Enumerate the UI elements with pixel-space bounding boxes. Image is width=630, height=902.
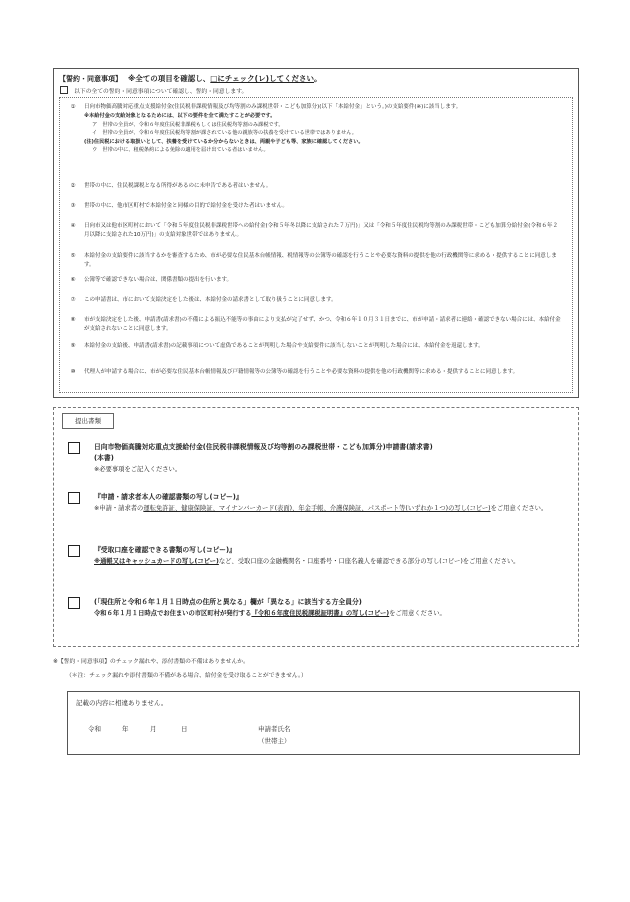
- document-note: ※必要事項をご記入ください。: [94, 466, 182, 473]
- requirement-note: (注)住民税における取扱いとして、扶養を受けているか分からないときは、両親や子ども等、家族に確認してください。: [84, 138, 364, 145]
- pledge-item: [68, 368, 563, 377]
- document-title: (「現住所と令和６年１月１日時点の住所と異なる」欄が「異なる」に該当する方全員分): [94, 598, 362, 606]
- pledge-item-text: 市が支給決定をした後、申請書(請求書)の不備による振込不能等の事由により支払が完了せず、かつ、令和６年１０月３１日までに、市が申請・請求者に連絡・確認できない場合には、本給付金が支給されないことに同意します。: [84, 317, 561, 332]
- pledge-heading: [59, 73, 322, 84]
- pledge-item-text: 公簿等で確認できない場合は、関係書類の提出を行います。: [84, 277, 233, 283]
- pledge-instruction-pre: ※全ての項目を確認し、: [128, 74, 211, 83]
- pledge-item-text: 本給付金の支給要件に該当するかを審査するため、市が必要な住民基本台帳情報、税情報等の公簿等の確認を行うことや必要な資料の提供を他の行政機関等に求める・提供することに同意します。: [84, 253, 557, 268]
- pledge-checkbox[interactable]: [60, 86, 68, 94]
- document-note-underlined: 運転免許証、健康保険証、マイナンバーカード(表面)、年金手帳、介護保険証、パスポート等(いずれか１つ)の写し(コピー): [143, 505, 491, 512]
- pledge-heading-label: 【誓約・同意事項】: [59, 75, 122, 83]
- document-item: [68, 545, 564, 567]
- pledge-item-text: 本給付金の支給後、申請書(請求書)の記載事項について虚偽であることが判明した場合や支給要件に該当しないことが判明した場合には、本給付金を返還します。: [84, 343, 484, 349]
- pledge-item-number: ①: [70, 104, 76, 110]
- document-title: 『受取口座を確認できる書類の写し(コピー)』: [94, 546, 236, 554]
- pledge-confirm-text: 以下の全ての誓約・同意事項について確認し、誓約・同意します。: [74, 89, 248, 95]
- document-item: [68, 442, 564, 475]
- date-month-label: 月: [150, 725, 157, 733]
- agreement-statement: 記載の内容に相違ありません。: [76, 699, 168, 707]
- document-note: [94, 556, 564, 567]
- pledge-instruction-post: 。: [314, 74, 322, 83]
- pledge-item-number: ③: [70, 203, 76, 209]
- document-checkbox[interactable]: [68, 597, 80, 609]
- document-note-post: をご用意ください。: [490, 505, 548, 512]
- document-checkbox[interactable]: [68, 492, 80, 504]
- document-note: [94, 503, 564, 514]
- pledge-item: [68, 202, 563, 211]
- pledge-item: [68, 296, 563, 305]
- pledge-item-number: ⑦: [70, 297, 76, 303]
- document-title-sub: (本書): [94, 454, 114, 462]
- requirement-i: イ 世帯の全員が、令和６年度住民税均等割が課されている他の親族等の扶養を受けている世帯ではありません。: [92, 130, 357, 136]
- pledge-item-text: この申請書は、市において支給決定をした後は、本給付金の請求書として取り扱うことに同意します。: [84, 297, 337, 303]
- document-body: [94, 545, 564, 567]
- document-item: [68, 492, 564, 514]
- footnote-line-2: （＊注：チェック漏れや添付書類の不備がある場合、給付金を受け取ることができません。）: [66, 673, 307, 679]
- pledge-item-text: 日向市又は他市区町村において「令和５年度住民税非課税世帯への給付金(令和５年冬以降に支給された７万円)」又は「令和５年度住民税均等割のみ課税世帯・こども加算分給付金(令和６年２月以降に支給された10万円)」の支給対象世帯ではありません。: [84, 223, 558, 238]
- document-note-underlined: ※通帳又はキャッシュカードの写し(コピー): [94, 558, 219, 565]
- pledge-item: [68, 252, 563, 270]
- signature-section: [67, 691, 580, 755]
- documents-heading: 提出書類: [62, 413, 114, 429]
- pledge-item-number: ⑩: [70, 369, 76, 375]
- document-note-underlined: 『令和６年度住民税課税証明書』の写し(コピー): [251, 610, 390, 617]
- document-note-post: をご用意ください。: [389, 610, 446, 617]
- date-year-label: 年: [122, 725, 129, 733]
- document-title: 『申請・請求者本人の確認書類の写し(コピー)』: [94, 493, 243, 501]
- footnote-line-1: ※【誓約・同意事項】のチェック漏れや、添付書類の不備はありませんか。: [53, 659, 249, 665]
- pledge-item-text: 日向市物価高騰対応重点支援給付金(住民税非課税情報及び均等割のみ課税世帯・こども加算分)(以下「本給付金」という。)の支給要件(※)に該当します。: [84, 104, 462, 110]
- pledge-item: [68, 276, 563, 285]
- pledge-item: [68, 222, 563, 240]
- pledge-item-number: ②: [70, 183, 76, 189]
- pledge-item-number: ⑥: [70, 277, 76, 283]
- document-checkbox[interactable]: [68, 545, 80, 557]
- pledge-item-number: ⑧: [70, 317, 76, 323]
- pledge-item-text: 世帯の中に、他市区町村で本給付金と同様の目的で給付金を受けた者はいません。: [84, 203, 288, 209]
- pledge-section: [53, 68, 579, 398]
- document-checkbox[interactable]: [68, 442, 80, 454]
- pledge-item-text: 代理人が申請する場合に、市が必要な住民基本台帳情報及び戸籍情報等の公簿等の確認を行うことや必要な資料の提供を他の行政機関等に求める・提供することに同意します。: [84, 369, 519, 375]
- pledge-instruction: [128, 74, 322, 83]
- document-note-post: など、受取口座の金融機関名・口座番号・口座名義人を確認できる部分の写し(コピー)をご用意ください。: [218, 558, 520, 565]
- pledge-item-number: ⑨: [70, 343, 76, 349]
- date-era: 令和: [88, 725, 101, 733]
- applicant-name-label: 申請者氏名: [258, 725, 291, 733]
- document-body: [94, 597, 564, 619]
- date-day-label: 日: [181, 725, 188, 733]
- pledge-item: [68, 182, 563, 191]
- document-body: [94, 442, 564, 475]
- pledge-instruction-underlined: □にチェック(レ)してください: [210, 74, 315, 83]
- documents-section: [53, 407, 579, 647]
- requirement-u: ウ 世帯の中に、租税条約による免除の適用を届け出ている者はいません。: [92, 147, 269, 153]
- requirement-heading: ※本給付金の支給対象となるためには、以下の要件を全て満たすことが必要です。: [84, 113, 276, 119]
- document-note-pre: ※申請・請求者の: [94, 505, 144, 512]
- pledge-item: [68, 103, 563, 155]
- document-note-pre: 令和６年１月１日時点でお住まいの市区町村が発行する: [94, 610, 252, 617]
- pledge-item: [68, 316, 563, 334]
- document-note: [94, 608, 564, 619]
- pledge-confirm-row[interactable]: [60, 86, 247, 95]
- pledge-items-box: [59, 97, 573, 393]
- pledge-item-text: 世帯の中に、住民税課税となる所得があるのに未申告である者はいません。: [84, 183, 272, 189]
- household-head-label: （世帯主）: [258, 737, 291, 745]
- document-title: 日向市物価高騰対応重点支援給付金(住民税非課税情報及び均等割のみ課税世帯・こども加算分)申請書(請求書): [94, 443, 433, 451]
- pledge-item-number: ⑤: [70, 253, 76, 259]
- pledge-item: [68, 342, 563, 351]
- requirement-a: ア 世帯の全員が、令和６年度住民税非課税もしくは住民税均等割のみ課税です。: [92, 121, 284, 128]
- document-body: [94, 492, 564, 514]
- document-item: [68, 597, 564, 619]
- pledge-item-number: ④: [70, 223, 76, 229]
